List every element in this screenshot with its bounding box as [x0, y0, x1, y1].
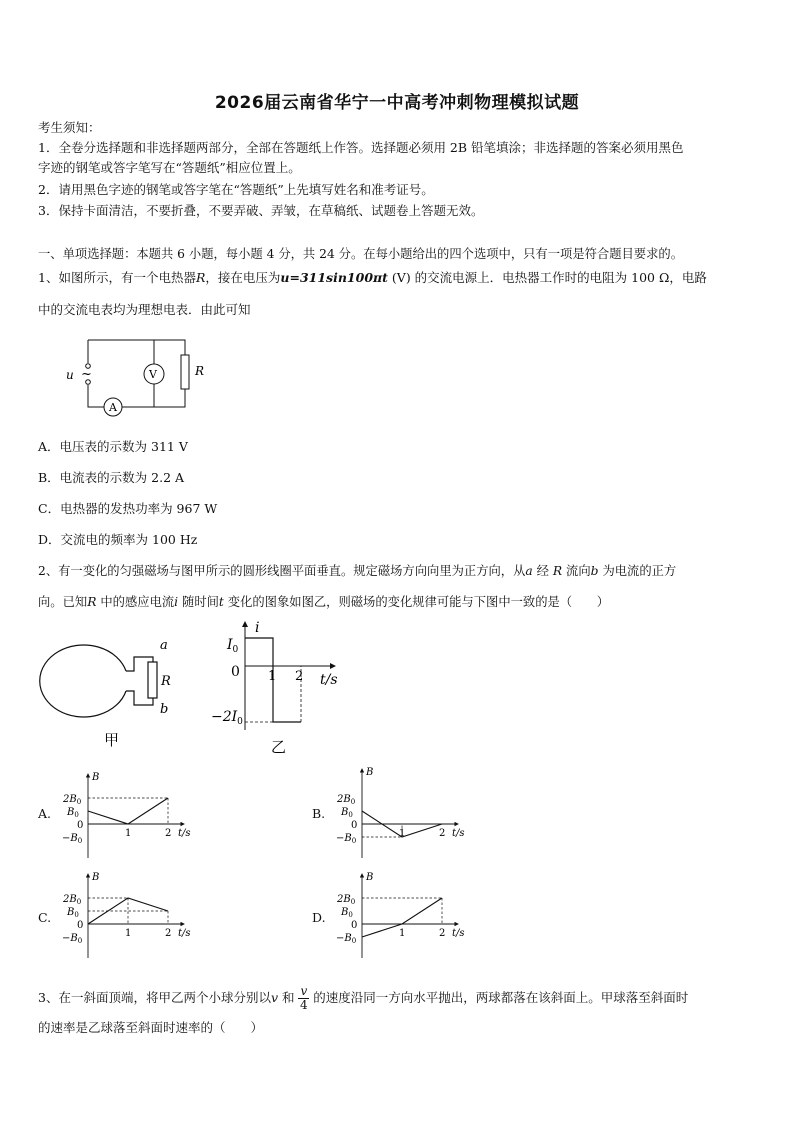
axis-label-t: t/s — [178, 928, 191, 939]
q2-option-d-label: D. — [312, 910, 326, 925]
notice-heading: 考生须知： — [38, 120, 101, 135]
q2-option-c-graph — [56, 870, 196, 960]
fig-yi-caption: 乙 — [271, 738, 287, 756]
tick-label-B0: $B_0$ — [341, 807, 353, 819]
q2-stem-line2 — [38, 592, 760, 612]
axis-label-i: i — [255, 620, 260, 636]
q3-text: 3、在一斜面顶端，将甲乙两个小球分别以 — [38, 990, 271, 1005]
tick-label-2B0: $2B_0$ — [63, 894, 82, 906]
q3-fraction: $\frac{v}{4}$ — [300, 984, 308, 1012]
q2-stem-line1 — [38, 561, 760, 581]
q1-option-a: A．电压表的示数为 311 V — [38, 439, 188, 454]
notice-item-2: 2．请用黑色字迹的钢笔或答字笔在“答题纸”上先填写姓名和准考证号。 — [38, 182, 434, 197]
axis-label-B: B — [92, 872, 100, 883]
coil-label-a: a — [160, 638, 168, 653]
q2-text: 经 — [532, 564, 553, 578]
axis-label-t: t/s — [452, 828, 465, 839]
ammeter-label: A — [109, 401, 117, 414]
tick-label-negB0: $-B_0$ — [62, 933, 83, 945]
tick-label-negB0: $-B_0$ — [336, 833, 357, 845]
fig-jia-caption: 甲 — [104, 731, 120, 749]
origin-label: 0 — [77, 920, 84, 931]
section-heading: 一、单项选择题：本题共 6 小题，每小题 4 分，共 24 分。在每小题给出的四个选项中，只有一项是符合题目要求的。 — [38, 247, 683, 261]
tick-label-neg2I0: $-2I_0$ — [211, 709, 243, 727]
tick-label-2B0: $2B_0$ — [337, 894, 356, 906]
tick-label-2B0: $2B_0$ — [337, 794, 356, 806]
q2-option-c-label: C. — [38, 910, 52, 925]
axis-label-t: t/s — [452, 928, 465, 939]
q2-text: 变化的图象如图乙，则磁场的变化规律可能与下图中一致的是（ ） — [223, 595, 609, 609]
tick-label-1: 1 — [399, 928, 406, 939]
tick-label-B0: $B_0$ — [67, 807, 79, 819]
tick-label-2: 2 — [439, 928, 446, 939]
q1-circuit-diagram — [60, 335, 210, 420]
tick-label-2B0: $2B_0$ — [63, 794, 82, 806]
voltmeter-label: V — [149, 368, 157, 381]
fig-yi-current-graph — [205, 618, 355, 758]
tick-label-2: 2 — [165, 828, 172, 839]
q1-stem-line1 — [38, 268, 760, 288]
tick-label-1: 1 — [268, 669, 277, 684]
tick-label-2: 2 — [295, 669, 304, 684]
coil-label-R: R — [161, 674, 171, 689]
notice-item-1-cont: 字迹的钢笔或答字笔写在“答题纸”相应位置上。 — [38, 160, 301, 175]
q1-stem-line2: 中的交流电表均为理想电表．由此可知 — [38, 302, 251, 317]
q2-symbol-t: t — [218, 595, 224, 609]
origin-label: 0 — [77, 820, 84, 831]
q2-text: 为电流的正方 — [598, 564, 677, 578]
axis-label-B: B — [366, 872, 374, 883]
q3-stem-line1 — [38, 985, 760, 1012]
notice-item-3: 3．保持卡面清洁，不要折叠，不要弄破、弄皱，在草稿纸、试题卷上答题无效。 — [38, 203, 484, 218]
q3-text: 和 — [278, 990, 299, 1005]
q1-option-b: B．电流表的示数为 2.2 A — [38, 470, 185, 485]
q1-option-c: C．电热器的发热功率为 967 W — [38, 501, 218, 516]
tick-label-negB0: $-B_0$ — [336, 933, 357, 945]
q1-text: ，接在电压为 — [205, 270, 281, 285]
q2-symbol-R: R — [87, 595, 97, 609]
tick-label-B0: $B_0$ — [67, 907, 79, 919]
origin-label: 0 — [351, 820, 358, 831]
origin-label: 0 — [351, 920, 358, 931]
q2-symbol-R: R — [552, 564, 563, 578]
circuit-label-u: u — [66, 368, 74, 382]
q3-text: 的速度沿同一方向水平抛出，两球都落在该斜面上。甲球落至斜面时 — [309, 990, 689, 1005]
q2-text: 随时间 — [178, 595, 219, 609]
tick-label-1: 1 — [125, 928, 132, 939]
q2-option-d-graph — [330, 870, 470, 960]
resistor-label: R — [195, 364, 205, 378]
q1-text: (V) 的交流电源上．电热器工作时的电阻为 100 Ω，电路 — [387, 270, 707, 285]
q2-text: 中的感应电流 — [96, 595, 175, 609]
tick-label-2: 2 — [439, 828, 446, 839]
q1-formula: u=311sin100πt — [280, 270, 388, 285]
q1-text: 1、如图所示，有一个电热器 — [38, 270, 196, 285]
q1-option-d: D．交流电的频率为 100 Hz — [38, 532, 198, 547]
tick-label-negB0: $-B_0$ — [62, 833, 83, 845]
q2-option-a-label: A. — [38, 806, 52, 821]
page-title: 2026届云南省华宁一中高考冲刺物理模拟试题 — [214, 93, 580, 113]
coil-label-b: b — [160, 702, 169, 717]
ac-source-icon: ~ — [81, 367, 92, 382]
q2-text: 流向 — [562, 564, 591, 578]
origin-label: 0 — [231, 664, 240, 680]
q2-option-a-graph — [56, 770, 191, 860]
q3-stem-line2: 的速率是乙球落至斜面时速率的（ ） — [38, 1020, 264, 1035]
q2-text: 向。已知 — [38, 595, 88, 609]
q2-symbol-a: a — [525, 564, 533, 578]
tick-label-I0: $I_0$ — [227, 637, 239, 655]
axis-label-B: B — [366, 767, 374, 778]
notice-item-1: 1．全卷分选择题和非选择题两部分，全部在答题纸上作答。选择题必须用 2B 铅笔填涂；非选择题的答案必须用黑色 — [38, 140, 684, 155]
q2-symbol-i: i — [174, 595, 179, 609]
tick-label-2: 2 — [165, 928, 172, 939]
q2-text: 2、有一变化的匀强磁场与图甲所示的圆形线圈平面垂直。规定磁场方向向里为正方向，从 — [38, 564, 526, 578]
q2-option-b-graph — [330, 765, 470, 860]
q2-symbol-b: b — [590, 564, 599, 578]
tick-label-1: 1 — [399, 828, 406, 839]
axis-label-t: t/s — [178, 828, 191, 839]
q1-symbol-R: R — [195, 270, 206, 285]
axis-label-t: t/s — [320, 672, 338, 688]
fig-jia-coil — [36, 625, 186, 755]
axis-label-B: B — [92, 772, 100, 783]
q2-option-b-label: B. — [312, 806, 326, 821]
b-series-line — [88, 798, 168, 824]
tick-label-B0: $B_0$ — [341, 907, 353, 919]
q3-symbol-v: v — [270, 990, 279, 1005]
tick-label-1: 1 — [125, 828, 132, 839]
